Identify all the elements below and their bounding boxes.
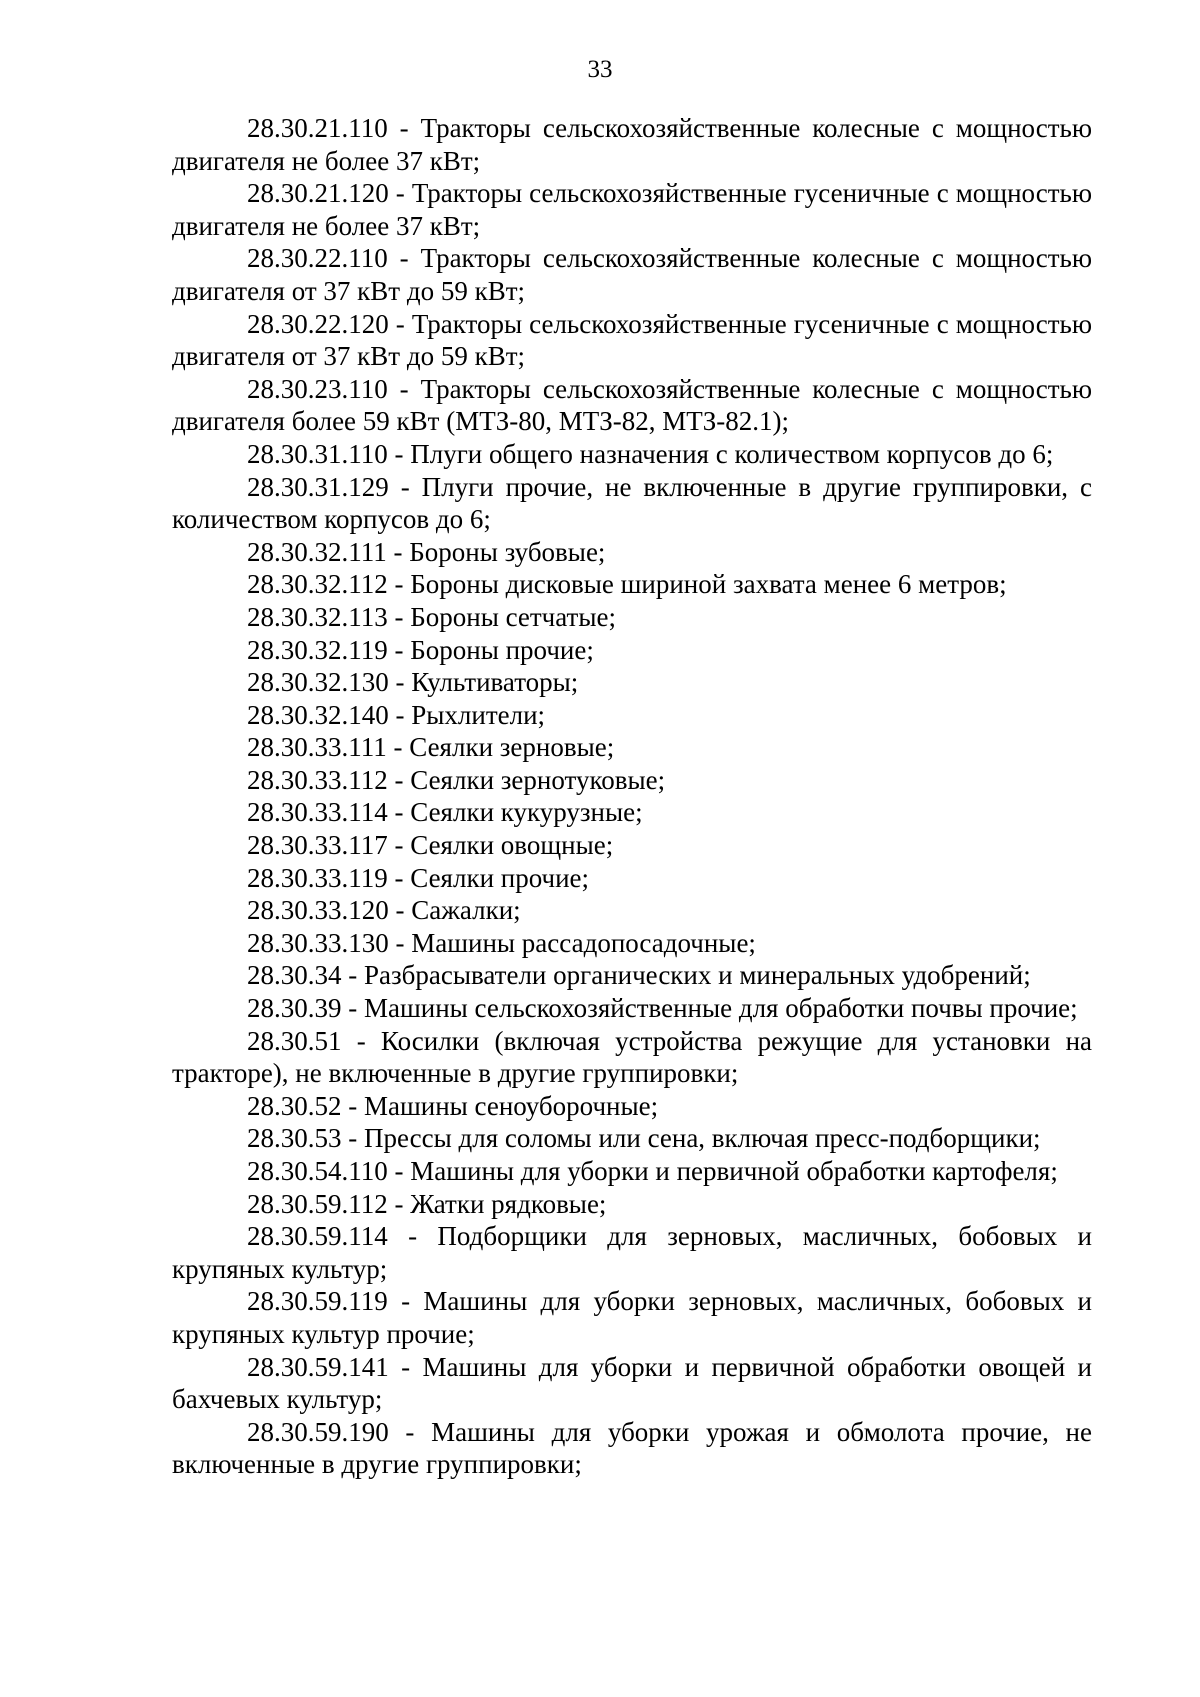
list-item: 28.30.59.119 - Машины для уборки зерновых, масличных, бобовых и крупяных культур прочие; — [172, 1286, 1092, 1349]
list-item: 28.30.59.114 - Подборщики для зерновых, масличных, бобовых и крупяных культур; — [172, 1221, 1092, 1284]
list-item: 28.30.51 - Косилки (включая устройства режущие для установки на тракторе), не включенные в другие группировки; — [172, 1025, 1092, 1089]
list-item: 28.30.21.120 - Тракторы сельскохозяйственные гусеничные с мощностью двигателя не более 37 кВт; — [172, 178, 1092, 241]
page-number: 33 — [587, 56, 613, 83]
list-item: 28.30.31.110 - Плуги общего назначения с количеством корпусов до 6; — [247, 438, 1054, 469]
list-item: 28.30.32.130 - Культиваторы; — [247, 667, 579, 698]
list-item: 28.30.32.112 - Бороны дисковые шириной захвата менее 6 метров; — [247, 569, 1007, 600]
list-item: 28.30.32.119 - Бороны прочие; — [247, 634, 594, 665]
list-item: 28.30.31.129 - Плуги прочие, не включенные в другие группировки, с количеством корпусов до 6; — [172, 471, 1092, 535]
list-item: 28.30.22.110 - Тракторы сельскохозяйственные колесные с мощностью двигателя от 37 кВт до 59 кВт; — [172, 243, 1092, 306]
list-item: 28.30.52 - Машины сеноуборочные; — [247, 1090, 659, 1121]
okpd-code-list — [172, 112, 1092, 1481]
list-item: 28.30.59.112 - Жатки рядковые; — [247, 1188, 607, 1219]
list-item: 28.30.33.120 - Сажалки; — [247, 895, 521, 926]
list-item: 28.30.59.190 - Машины для уборки урожая и обмолота прочие, не включенные в другие группировки; — [172, 1416, 1092, 1480]
list-item: 28.30.33.112 - Сеялки зернотуковые; — [247, 764, 666, 795]
list-item: 28.30.33.130 - Машины рассадопосадочные; — [247, 927, 756, 958]
list-item: 28.30.32.111 - Бороны зубовые; — [247, 536, 606, 567]
list-item: 28.30.59.141 - Машины для уборки и первичной обработки овощей и бахчевых культур; — [172, 1351, 1092, 1415]
list-item: 28.30.32.140 - Рыхлители; — [247, 699, 546, 730]
list-item: 28.30.39 - Машины сельскохозяйственные для обработки почвы прочие; — [247, 993, 1078, 1024]
list-item: 28.30.33.111 - Сеялки зерновые; — [247, 732, 615, 763]
list-item: 28.30.33.114 - Сеялки кукурузные; — [247, 797, 643, 828]
list-item: 28.30.34 - Разбрасыватели органических и минеральных удобрений; — [247, 960, 1031, 991]
list-item: 28.30.32.113 - Бороны сетчатые; — [247, 601, 616, 632]
list-item: 28.30.53 - Прессы для соломы или сена, включая пресс-подборщики; — [247, 1123, 1041, 1154]
list-item: 28.30.22.120 - Тракторы сельскохозяйственные гусеничные с мощностью двигателя от 37 кВт до 59 кВт; — [172, 308, 1092, 372]
list-item: 28.30.33.117 - Сеялки овощные; — [247, 830, 614, 861]
list-item: 28.30.54.110 - Машины для уборки и первичной обработки картофеля; — [247, 1156, 1058, 1186]
list-item: 28.30.23.110 - Тракторы сельскохозяйственные колесные с мощностью двигателя более 59 кВт (МТЗ-80, МТЗ-82, МТЗ-82.1); — [172, 373, 1092, 437]
list-item: 28.30.21.110 - Тракторы сельскохозяйственные колесные с мощностью двигателя не более 37 кВт; — [172, 113, 1092, 176]
list-item: 28.30.33.119 - Сеялки прочие; — [247, 862, 590, 893]
